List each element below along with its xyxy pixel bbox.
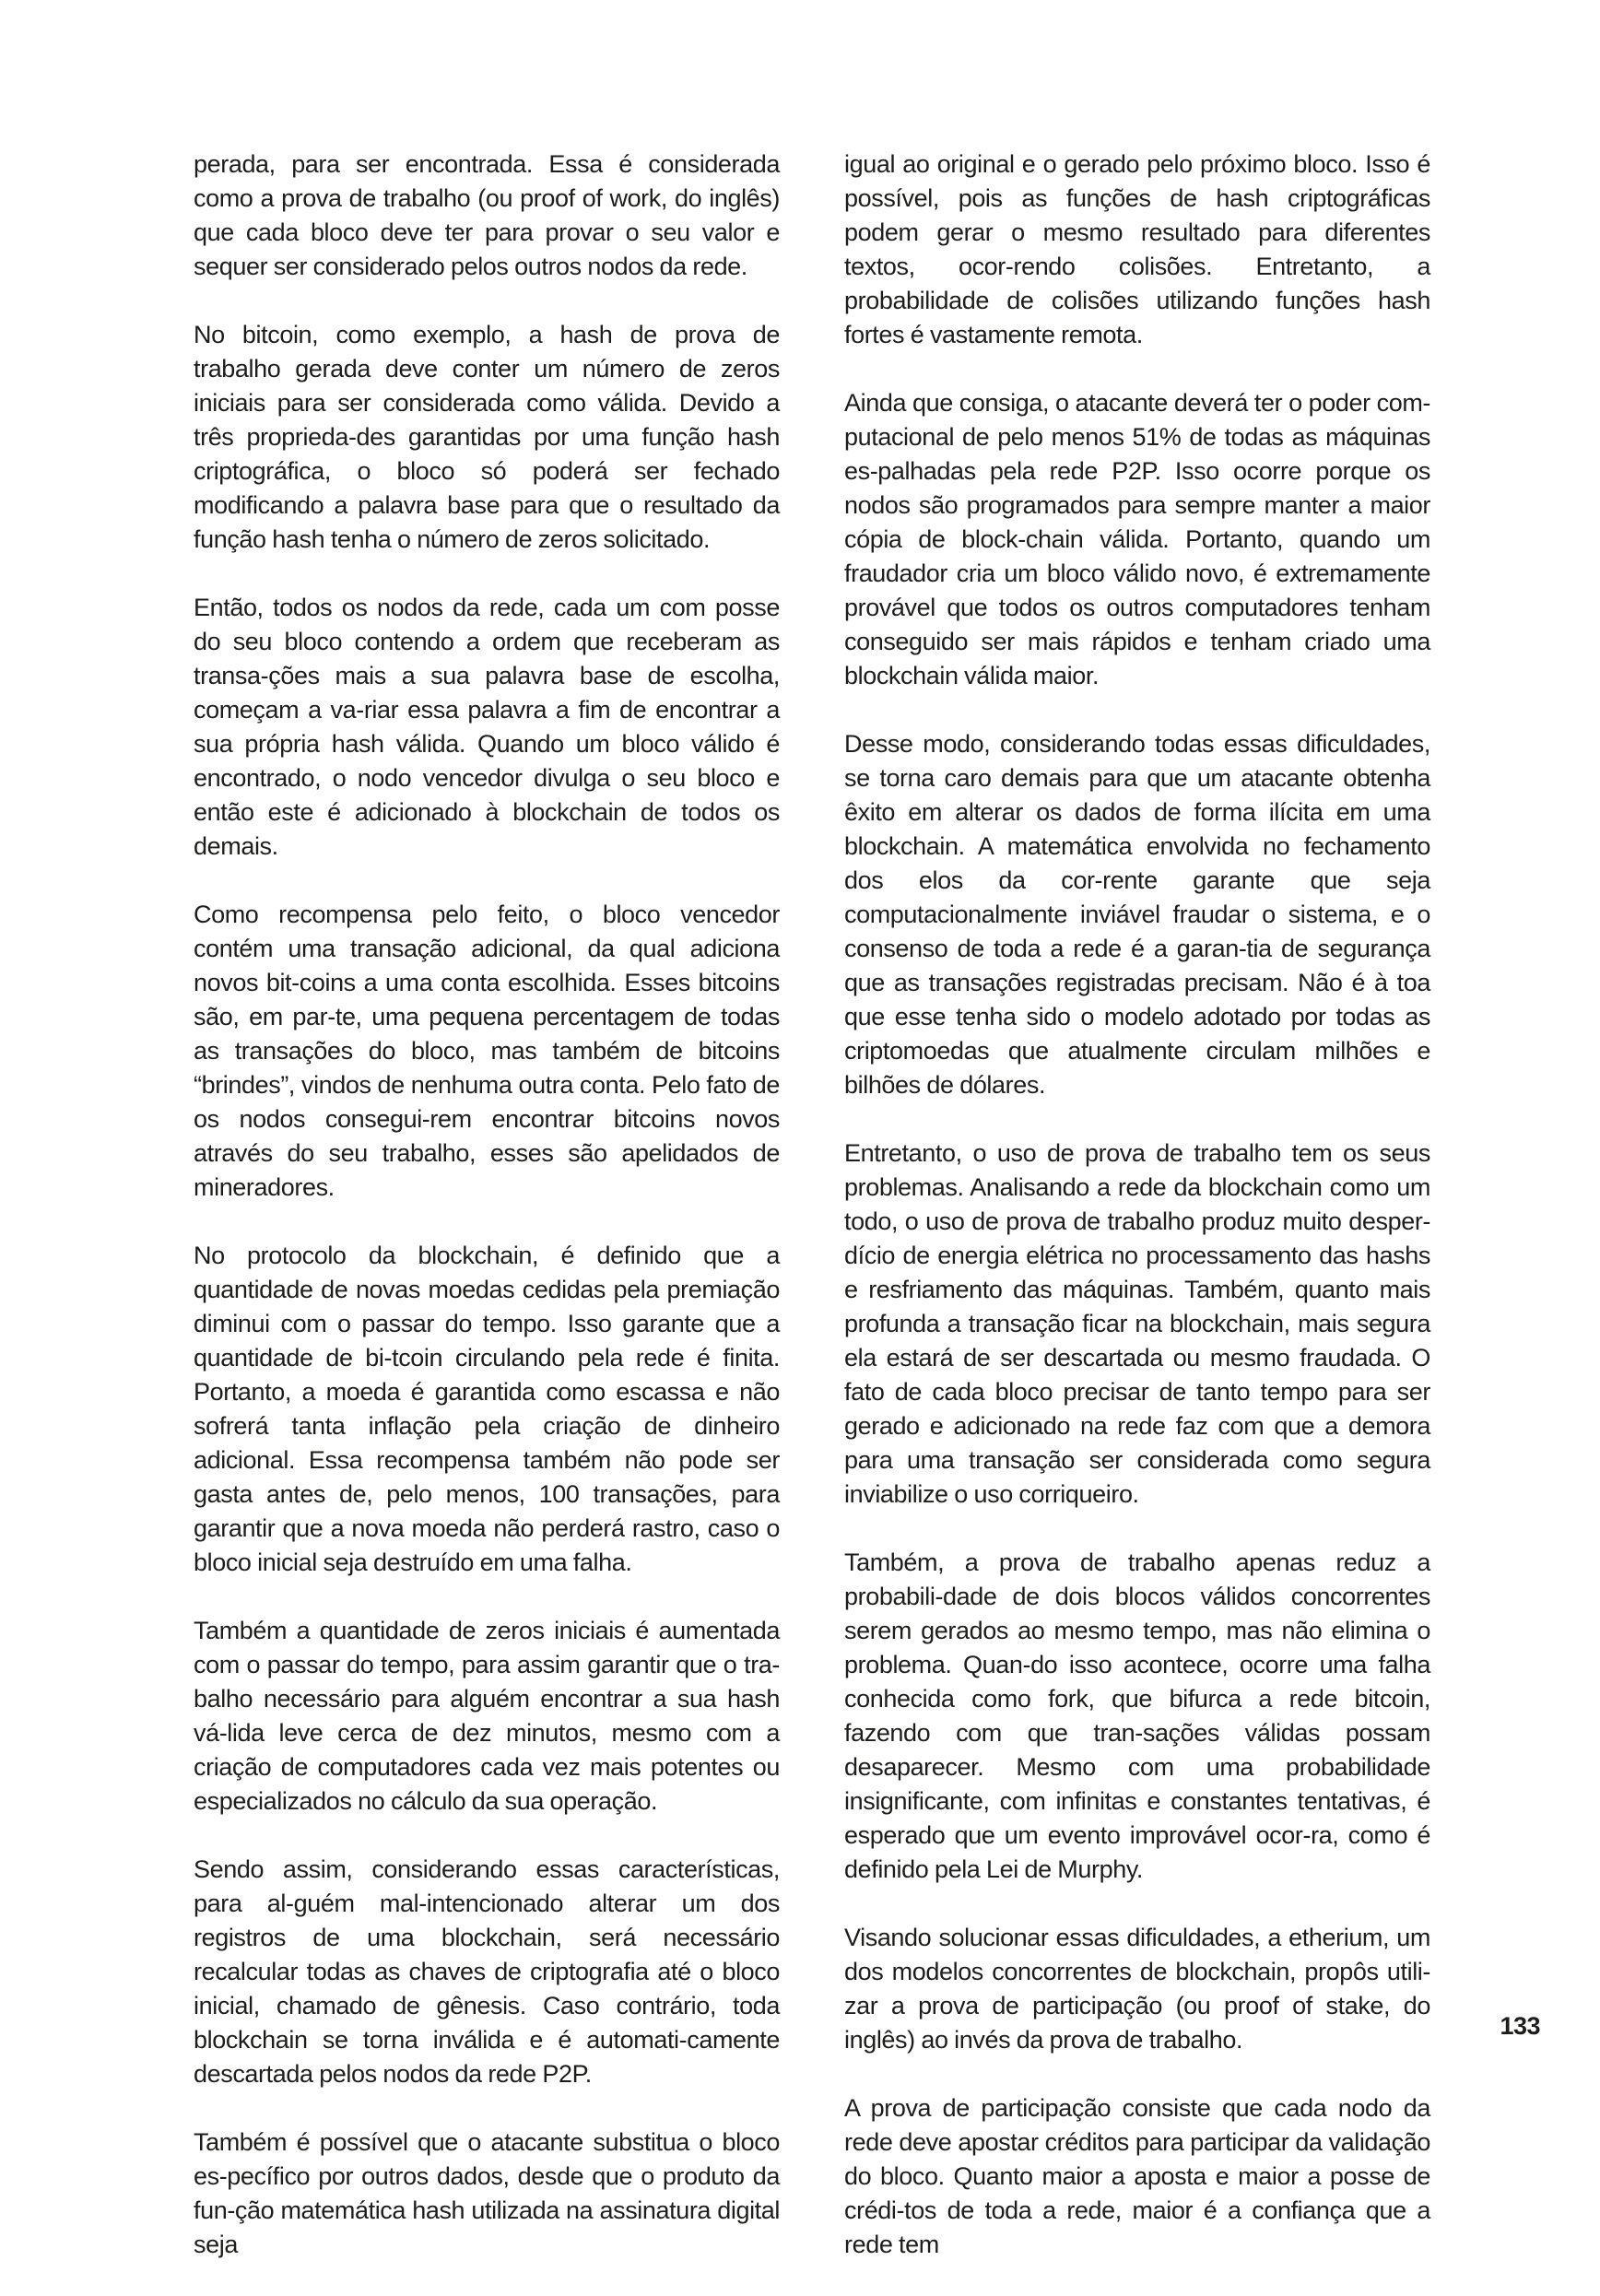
paragraph: Então, todos os nodos da rede, cada um com posse do seu bloco contendo a ordem que receberam as transa-ções mais a sua palavra base de escolha, começam a va-riar essa palavra a fim de encontrar a sua própria hash válida. Quando um bloco válido é encontrado, o nodo vencedor divulga o seu bloco e então este é adicionado à blockchain de todos os demais. — [194, 594, 780, 860]
paragraph: Entretanto, o uso de prova de trabalho tem os seus problemas. Analisando a rede da blockchain como um todo, o uso de prova de trabalho produz muito desper-dício de energia elétrica no processamento das hashs e resfriamento das máquinas. Também, quanto mais profunda a transação ficar na blockchain, mais segura ela estará de ser descartada ou mesmo fraudada. O fato de cada bloco precisar de tanto tempo para ser gerado e adicionado na rede faz com que a demora para uma transação ser considerada como segura inviabilize o uso corriqueiro. — [844, 1139, 1430, 1508]
paragraph: Também, a prova de trabalho apenas reduz a probabili-dade de dois blocos válidos concorrentes serem gerados ao mesmo tempo, mas não elimina o problema. Quan-do isso acontece, ocorre uma falha conhecida como fork, que bifurca a rede bitcoin, fazendo com que tran-sações válidas possam desaparecer. Mesmo com uma probabilidade insignificante, com infinitas e constantes tentativas, é esperado que um evento improvável ocor-ra, como é definido pela Lei de Murphy. — [844, 1548, 1430, 1883]
right-column — [844, 147, 1430, 2296]
paragraph: Sendo assim, considerando essas características, para al-guém mal-intencionado alterar um dos registros de uma blockchain, será necessário recalcular todas as chaves de criptografia até o bloco inicial, chamado de gênesis. Caso contrário, toda blockchain se torna inválida e é automati-camente descartada pelos nodos da rede P2P. — [194, 1855, 780, 2088]
paragraph: igual ao original e o gerado pelo próximo bloco. Isso é possível, pois as funções de hash criptográficas podem gerar o mesmo resultado para diferentes textos, ocor-rendo colisões. Entretanto, a probabilidade de colisões utilizando funções hash fortes é vastamente remota. — [844, 150, 1430, 348]
paragraph: Desse modo, considerando todas essas dificuldades, se torna caro demais para que um atacante obtenha êxito em alterar os dados de forma ilícita em uma blockchain. A matemática envolvida no fechamento dos elos da cor-rente garante que seja computacionalmente inviável fraudar o sistema, e o consenso de toda a rede é a garan-tia de segurança que as transações registradas precisam. Não é à toa que esse tenha sido o modelo adotado por todas as criptomoedas que atualmente circulam milhões e bilhões de dólares. — [844, 730, 1430, 1099]
paragraph: Visando solucionar essas dificuldades, a etherium, um dos modelos concorrentes de blockchain, propôs utili-zar a prova de participação (ou proof of stake, do inglês) ao invés da prova de trabalho. — [844, 1924, 1430, 2054]
paragraph: No protocolo da blockchain, é definido que a quantidade de novas moedas cedidas pela premiação diminui com o passar do tempo. Isso garante que a quantidade de bi-tcoin circulando pela rede é finita. Portanto, a moeda é garantida como escassa e não sofrerá tanta inflação pela criação de dinheiro adicional. Essa recompensa também não pode ser gasta antes de, pelo menos, 100 transações, para garantir que a nova moeda não perderá rastro, caso o bloco inicial seja destruído em uma falha. — [194, 1242, 780, 1576]
paragraph: Ainda que consiga, o atacante deverá ter o poder com-putacional de pelo menos 51% de todas as máquinas es-palhadas pela rede P2P. Isso ocorre porque os nodos são programados para sempre manter a maior cópia de block-chain válida. Portanto, quando um fraudador cria um bloco válido novo, é extremamente provável que todos os outros computadores tenham conseguido ser mais rápidos e tenham criado uma blockchain válida maior. — [844, 389, 1430, 689]
paragraph: Como recompensa pelo feito, o bloco vencedor contém uma transação adicional, da qual adiciona novos bit-coins a uma conta escolhida. Esses bitcoins são, em par-te, uma pequena percentagem de todas as transações do bloco, mas também de bitcoins “brindes”, vindos de nenhuma outra conta. Pelo fato de os nodos consegui-rem encontrar bitcoins novos através do seu trabalho, esses são apelidados de mineradores. — [194, 901, 780, 1201]
left-column — [194, 147, 780, 2296]
paragraph: Também a quantidade de zeros iniciais é aumentada com o passar do tempo, para assim garantir que o tra-balho necessário para alguém encontrar a sua hash vá-lida leve cerca de dez minutos, mesmo com a criação de computadores cada vez mais potentes ou especializados no cálculo da sua operação. — [194, 1617, 780, 1815]
paragraph: Também é possível que o atacante substitua o bloco es-pecífico por outros dados, desde que o produto da fun-ção matemática hash utilizada na assinatura digital seja — [194, 2128, 780, 2258]
page-number: 133 — [1500, 2012, 1540, 2040]
paragraph: No bitcoin, como exemplo, a hash de prova de trabalho gerada deve conter um número de zeros iniciais para ser considerada como válida. Devido a três proprieda-des garantidas por uma função hash criptográfica, o bloco só poderá ser fechado modificando a palavra base para que o resultado da função hash tenha o número de zeros solicitado. — [194, 321, 780, 553]
paragraph: perada, para ser encontrada. Essa é considerada como a prova de trabalho (ou proof of work, do inglês) que cada bloco deve ter para provar o seu valor e sequer ser considerado pelos outros nodos da rede. — [194, 150, 780, 280]
paragraph: A prova de participação consiste que cada nodo da rede deve apostar créditos para participar da validação do bloco. Quanto maior a aposta e maior a posse de crédi-tos de toda a rede, maior é a confiança que a rede tem — [844, 2094, 1430, 2258]
